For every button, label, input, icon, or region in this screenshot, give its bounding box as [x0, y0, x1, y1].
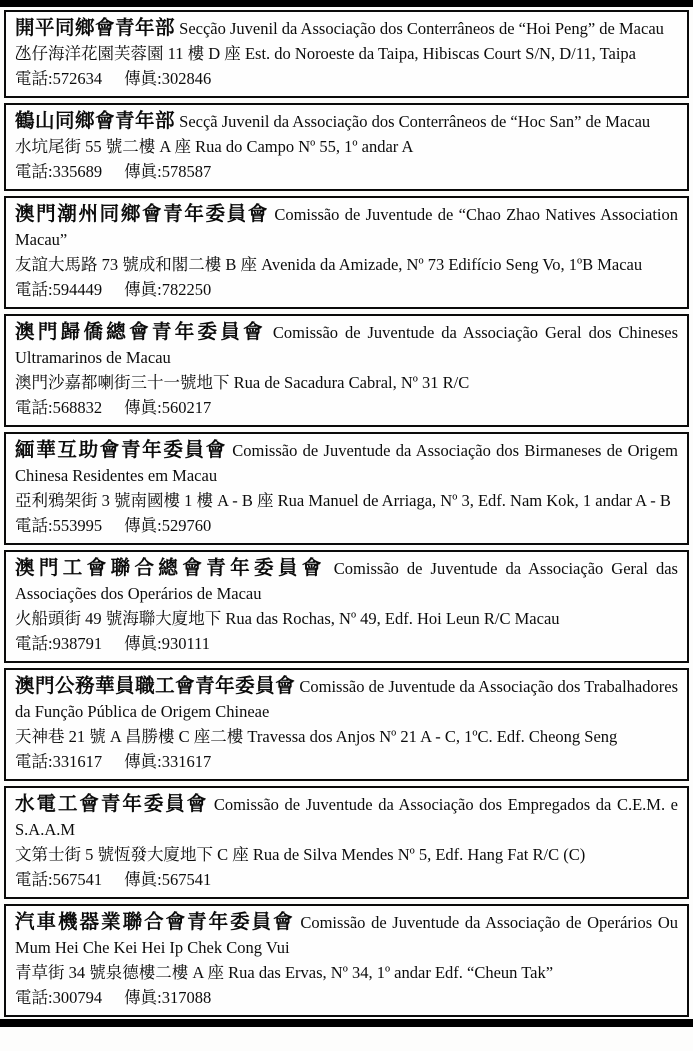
org-address-portuguese: Rua de Silva Mendes Nº 5, Edf. Hang Fat R/C (C)	[252, 845, 586, 864]
org-address-chinese: 文第士街 5 號恆發大廈地下 C 座	[15, 845, 249, 864]
org-name-chinese: 緬華互助會青年委員會	[15, 440, 227, 461]
entry-heading	[15, 202, 678, 252]
org-address-portuguese: Rua das Ervas, Nº 34, 1º andar Edf. “Cheun Tak”	[228, 963, 554, 982]
entry-address	[15, 606, 678, 631]
entry-address	[15, 41, 678, 66]
org-name-chinese: 開平同鄉會青年部	[15, 18, 176, 39]
fax-number: 782250	[161, 280, 212, 299]
directory-entry	[4, 904, 689, 1017]
phone-label: 電話:	[15, 988, 53, 1007]
fax-number: 560217	[161, 398, 212, 417]
org-name-portuguese: Comissão de Juventude de “Chao Zhao Natives Association Macau”	[15, 205, 678, 249]
entry-contact	[15, 159, 678, 184]
entry-contact	[15, 749, 678, 774]
fax-number: 529760	[161, 516, 212, 535]
entry-contact	[15, 631, 678, 656]
org-name-portuguese: Comissão de Juventude da Associação dos Trabalhadores da Função Pública de Origem Chineae	[15, 677, 678, 721]
fax-number: 930111	[161, 634, 210, 653]
directory-entry	[4, 668, 689, 781]
org-name-chinese: 汽車機器業聯合會青年委員會	[15, 912, 295, 933]
org-address-chinese: 水坑尾街 55 號二樓 A 座	[15, 137, 192, 156]
directory-entry	[4, 550, 689, 663]
org-name-portuguese: Secção Juvenil da Associação dos Conterrâneos de “Hoi Peng” de Macau	[179, 19, 664, 38]
directory-entry	[4, 432, 689, 545]
entry-address	[15, 252, 678, 277]
directory-entry	[4, 196, 689, 309]
entry-address	[15, 724, 678, 749]
scan-edge-bottom	[0, 1019, 693, 1027]
org-address-chinese: 氹仔海洋花園芙蓉園 11 樓 D 座	[15, 44, 241, 63]
org-name-chinese: 澳門潮州同鄉會青年委員會	[15, 204, 270, 225]
org-address-portuguese: Travessa dos Anjos Nº 21 A - C, 1ºC. Edf. Cheong Seng	[247, 727, 618, 746]
fax-label: 傳眞:	[124, 516, 162, 535]
org-name-chinese: 鶴山同鄉會青年部	[15, 111, 176, 132]
phone-number: 553995	[52, 516, 103, 535]
fax-label: 傳眞:	[124, 398, 162, 417]
org-name-portuguese: Comissão de Juventude da Associação Geral dos Chineses Ultramarinos de Macau	[15, 323, 679, 367]
phone-label: 電話:	[15, 162, 53, 181]
phone-label: 電話:	[15, 69, 53, 88]
org-address-chinese: 天神巷 21 號 A 昌勝樓 C 座二樓	[15, 727, 244, 746]
fax-label: 傳眞:	[124, 280, 162, 299]
entry-heading	[15, 16, 678, 41]
org-address-portuguese: Rua do Campo Nº 55, 1º andar A	[195, 137, 414, 156]
org-name-portuguese: Comissão de Juventude da Associação Geral das Associações dos Operários de Macau	[15, 559, 678, 603]
org-name-chinese: 澳門公務華員職工會青年委員會	[15, 676, 296, 697]
org-address-portuguese: Rua de Sacadura Cabral, Nº 31 R/C	[233, 373, 470, 392]
entry-heading	[15, 674, 678, 724]
fax-label: 傳眞:	[124, 752, 162, 771]
phone-label: 電話:	[15, 398, 53, 417]
fax-number: 567541	[161, 870, 212, 889]
org-address-portuguese: Rua Manuel de Arriaga, Nº 3, Edf. Nam Kok, 1 andar A - B	[277, 491, 671, 510]
directory-entry	[4, 314, 689, 427]
org-name-portuguese: Comissão de Juventude da Associação dos Birmaneses de Origem Chinesa Residentes em Macau	[15, 441, 678, 485]
fax-label: 傳眞:	[124, 634, 162, 653]
entry-address	[15, 960, 678, 985]
org-address-chinese: 火船頭街 49 號海聯大廈地下	[15, 609, 222, 628]
directory-entry	[4, 786, 689, 899]
directory-list	[4, 10, 689, 1017]
entry-address	[15, 488, 678, 513]
entry-contact	[15, 395, 678, 420]
fax-label: 傳眞:	[124, 162, 162, 181]
phone-number: 335689	[52, 162, 103, 181]
directory-entry	[4, 103, 689, 191]
entry-contact	[15, 66, 678, 91]
phone-number: 331617	[52, 752, 103, 771]
entry-contact	[15, 985, 678, 1010]
phone-number: 568832	[52, 398, 103, 417]
phone-number: 300794	[52, 988, 103, 1007]
org-address-chinese: 澳門沙嘉都喇街三十一號地下	[15, 373, 230, 392]
entry-heading	[15, 792, 678, 842]
entry-address	[15, 842, 678, 867]
phone-label: 電話:	[15, 634, 53, 653]
org-name-chinese: 水電工會青年委員會	[15, 794, 209, 815]
org-address-chinese: 亞利鴉架街 3 號南國樓 1 樓 A - B 座	[15, 491, 274, 510]
fax-number: 331617	[161, 752, 212, 771]
phone-label: 電話:	[15, 280, 53, 299]
entry-heading	[15, 109, 678, 134]
phone-number: 572634	[52, 69, 103, 88]
org-address-chinese: 青草街 34 號泉德樓二樓 A 座	[15, 963, 225, 982]
entry-address	[15, 370, 678, 395]
entry-contact	[15, 867, 678, 892]
fax-number: 302846	[161, 69, 212, 88]
org-name-chinese: 澳門工會聯合總會青年委員會	[15, 558, 326, 579]
phone-label: 電話:	[15, 516, 53, 535]
phone-label: 電話:	[15, 752, 53, 771]
fax-label: 傳眞:	[124, 870, 162, 889]
org-address-portuguese: Rua das Rochas, Nº 49, Edf. Hoi Leun R/C Macau	[225, 609, 560, 628]
entry-address	[15, 134, 678, 159]
org-address-portuguese: Est. do Noroeste da Taipa, Hibiscas Court S/N, D/11, Taipa	[244, 44, 636, 63]
phone-number: 567541	[52, 870, 103, 889]
entry-heading	[15, 556, 678, 606]
fax-label: 傳眞:	[124, 69, 162, 88]
org-name-portuguese: Comissão de Juventude da Associação de Operários Ou Mum Hei Che Kei Hei Ip Chek Cong Vui	[15, 913, 678, 957]
directory-entry	[4, 10, 689, 98]
entry-heading	[15, 438, 678, 488]
org-address-portuguese: Avenida da Amizade, Nº 73 Edifício Seng Vo, 1ºB Macau	[261, 255, 643, 274]
entry-contact	[15, 513, 678, 538]
org-address-chinese: 友誼大馬路 73 號成和閣二樓 B 座	[15, 255, 258, 274]
entry-contact	[15, 277, 678, 302]
org-name-chinese: 澳門歸僑總會青年委員會	[15, 322, 266, 343]
fax-label: 傳眞:	[124, 988, 162, 1007]
fax-number: 317088	[161, 988, 212, 1007]
scan-edge-top	[0, 0, 693, 7]
phone-number: 594449	[52, 280, 103, 299]
org-name-portuguese: Secçã Juvenil da Associação dos Conterrâneos de “Hoc San” de Macau	[179, 112, 651, 131]
entry-heading	[15, 320, 678, 370]
fax-number: 578587	[161, 162, 212, 181]
phone-label: 電話:	[15, 870, 53, 889]
org-name-portuguese: Comissão de Juventude da Associação dos Empregados da C.E.M. e S.A.A.M	[15, 795, 678, 839]
phone-number: 938791	[52, 634, 103, 653]
entry-heading	[15, 910, 678, 960]
